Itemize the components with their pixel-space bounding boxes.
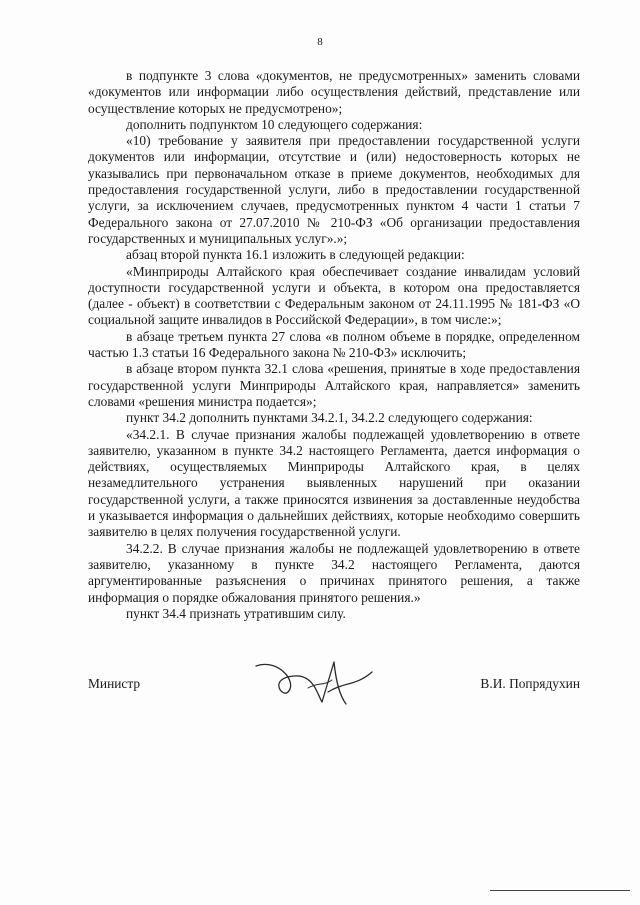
signatory-name: В.И. Попрядухин: [480, 676, 580, 691]
paragraph-5: «Минприроды Алтайского края обеспечивает создание инвалидам условий доступности государственной услуги и объекта, в котором она предоставляется (далее - объект) в соответствии с Федеральным законом от 24.11.1995 № 181-ФЗ «О социальной защите инвалидов в Российской Федерации», в том числе:»;: [88, 263, 580, 328]
signature-block: [88, 666, 580, 726]
paragraph-8: пункт 34.2 дополнить пунктами 34.2.1, 34.2.2 следующего содержания:: [126, 410, 533, 426]
handwritten-signature-icon: [248, 652, 378, 712]
page-number: 8: [317, 36, 323, 48]
paragraph-9: «34.2.1. В случае признания жалобы подлежащей удовлетворению в ответе заявителю, указанном в пункте 34.2 настоящего Регламента, дается информация о действиях, осуществляемых Минприроды Алтайского края, в целях незамедлительного устранения выявленных нарушений при оказании государственной услуги, а также приносятся извинения за доставленные неудобства и указывается информация о дальнейших действиях, которые необходимо совершить заявителю в целях получения государственной услуги.: [88, 426, 580, 540]
paragraph-10: 34.2.2. В случае признания жалобы не подлежащей удовлетворению в ответе заявителю, указанному в пункте 34.2 настоящего Регламента, даются аргументированные разъяснения о причинах принятого решения, а также информация о порядке обжалования принятого решения.»: [88, 540, 580, 605]
document-body: [88, 68, 580, 622]
paragraph-2: дополнить подпунктом 10 следующего содержания:: [126, 116, 423, 132]
paragraph-11: пункт 34.4 признать утратившим силу.: [126, 605, 346, 621]
paragraph-7: в абзаце втором пункта 32.1 слова «решения, принятые в ходе предоставления государственной услуги Минприроды Алтайского края, направляется» заменить словами «решения министра подается»;: [88, 361, 580, 409]
footer-rule: [490, 890, 630, 891]
paragraph-1: в подпункте 3 слова «документов, не предусмотренных» заменить словами «документов или информации либо осуществления действий, представление или осуществление которых не предусмотрено»;: [88, 68, 580, 116]
paragraph-4: абзац второй пункта 16.1 изложить в следующей редакции:: [126, 247, 465, 263]
paragraph-6: в абзаце третьем пункта 27 слова «в полном объеме в порядке, определенном частью 1.3 статьи 16 Федерального закона № 210-ФЗ» исключить;: [88, 328, 580, 361]
paragraph-3: «10) требование у заявителя при предоставлении государственной услуги документов или информации, отсутствие и (или) недостоверность которых не указывались при первоначальном отказе в приеме документов, необходимых для предоставления государственной услуги, либо в предоставлении государственной услуги, за исключением случаев, предусмотренных пунктом 4 части 1 статьи 7 Федерального закона от 27.07.2010 № 210-ФЗ «Об организации предоставления государственных и муниципальных услуг».»;: [88, 133, 580, 246]
signatory-role: Министр: [88, 676, 141, 691]
